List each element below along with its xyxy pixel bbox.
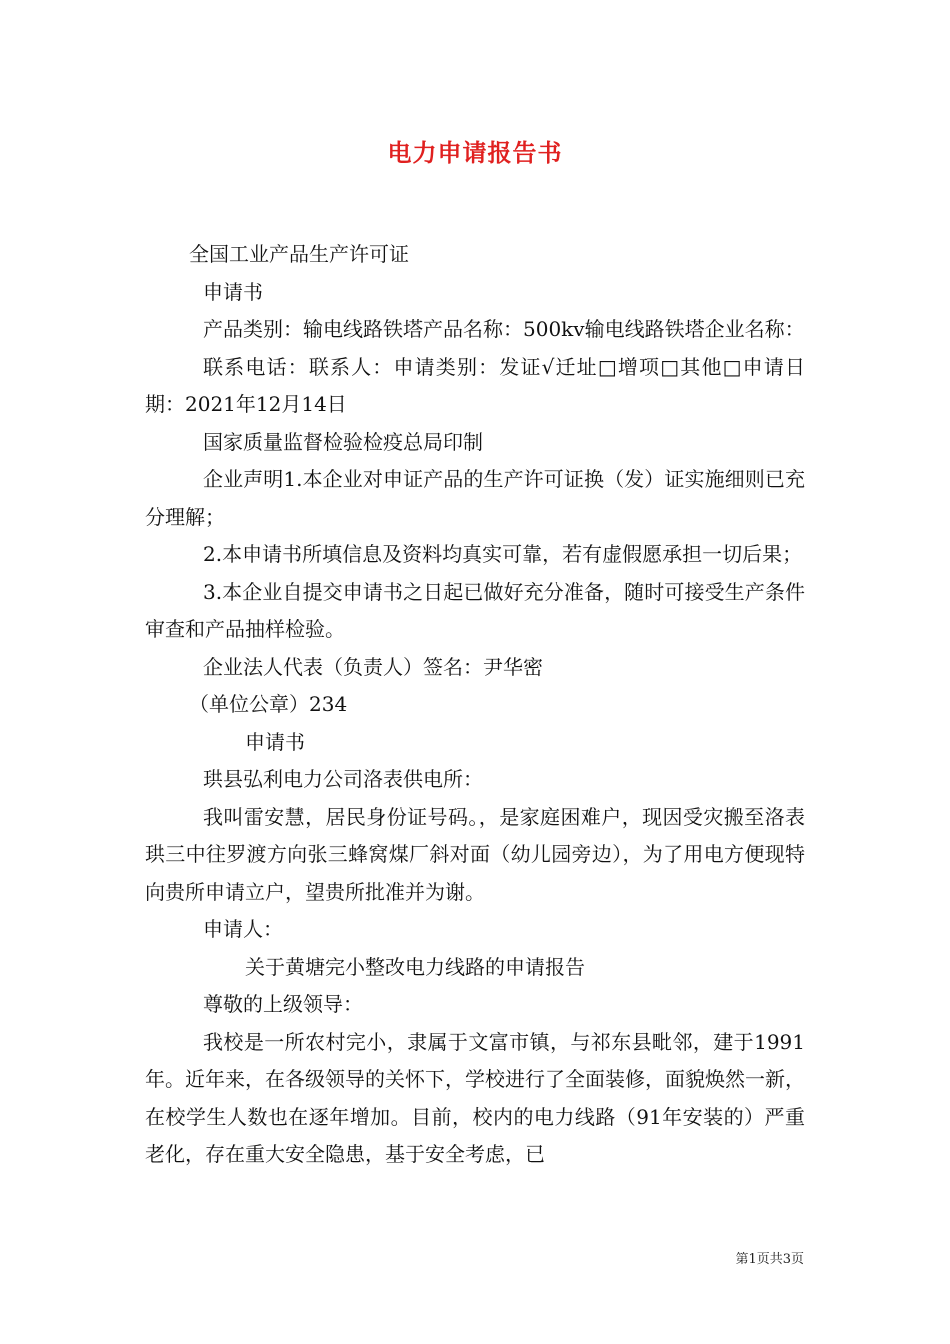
paragraph-declaration-3: 3.本企业自提交申请书之日起已做好充分准备，随时可接受生产条件审查和产品抽样检验。	[145, 579, 805, 641]
paragraph-product-category: 产品类别：输电线路铁塔产品名称：500kv输电线路铁塔企业名称：	[203, 317, 805, 341]
paragraph-salutation: 尊敬的上级领导：	[203, 992, 363, 1016]
document-title: 电力申请报告书	[387, 139, 563, 167]
document-body	[145, 236, 805, 1174]
paragraph-addressee: 珙县弘利电力公司洛表供电所：	[203, 767, 483, 791]
paragraph-declaration-2: 2.本申请书所填信息及资料均真实可靠，若有虚假愿承担一切后果；	[203, 542, 803, 566]
paragraph-application-title-2: 申请书	[245, 729, 305, 754]
paragraph-report-title: 关于黄塘完小整改电力线路的申请报告	[245, 954, 585, 979]
paragraph-printed-by: 国家质量监督检验检疫总局印制	[203, 429, 483, 454]
paragraph-applicant: 申请人：	[203, 917, 283, 941]
paragraph-declaration-1: 企业声明1.本企业对申证产品的生产许可证换（发）证实施细则已充分理解；	[145, 467, 805, 529]
paragraph-signature: 企业法人代表（负责人）签名：尹华密	[203, 654, 543, 679]
page-number: 第1页共3页	[735, 1252, 804, 1267]
paragraph-license-heading: 全国工业产品生产许可证	[189, 242, 409, 266]
paragraph-school-description: 我校是一所农村完小，隶属于文富市镇，与祁东县毗邻，建于1991年。近年来，在各级领导的关怀下，学校进行了全面装修，面貌焕然一新，在校学生人数也在逐年增加。目前，校内的电力线路（91年安装的）严重老化，存在重大安全隐患，基于安全考虑，已	[145, 1029, 805, 1166]
paragraph-application-label: 申请书	[203, 279, 263, 304]
paragraph-request-body: 我叫雷安慧，居民身份证号码。，是家庭困难户，现因受灾搬至洛表珙三中往罗渡方向张三蜂窝煤厂斜对面（幼儿园旁边），为了用电方便现特向贵所申请立户，望贵所批准并为谢。	[145, 804, 805, 904]
paragraph-seal: （单位公章）234	[189, 692, 348, 716]
paragraph-contact-info: 联系电话：联系人：申请类别：发证√迁址□增项□其他□申请日期：2021年12月14日	[145, 354, 805, 416]
